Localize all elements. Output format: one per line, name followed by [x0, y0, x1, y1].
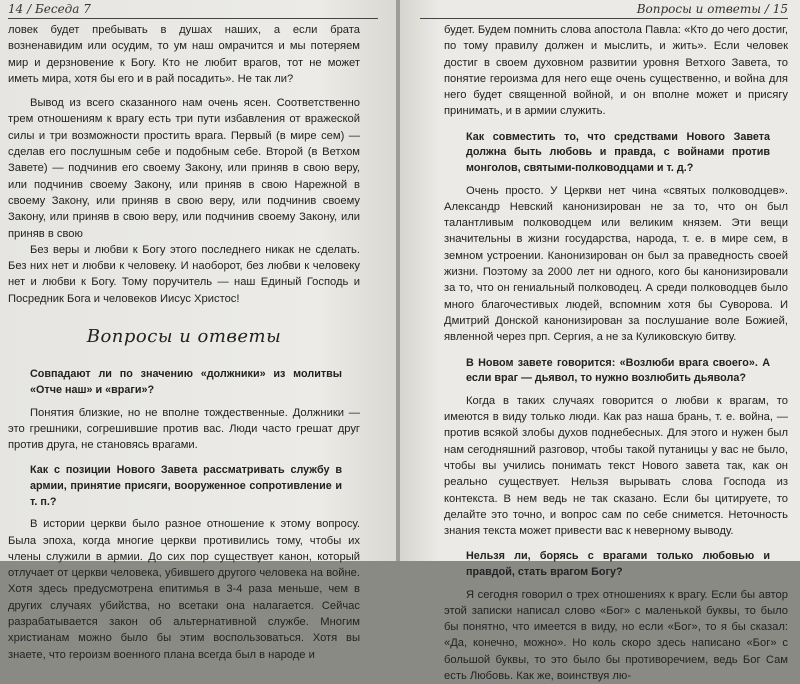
right-page	[400, 0, 800, 683]
section-title: Вопросы и ответы	[86, 326, 282, 348]
question-heading: Как с позиции Нового Завета рассматривать службу в армии, принятие присяги, вооруженное сопротивление и т. п.?	[30, 464, 342, 508]
paragraph: Вывод из всего сказанного нам очень ясен. Соответственно трем отношениям к врагу есть три пути избавления от вражеской силы и три возможности простить врага. Первый (в мире сем) — сделав его послушным себе и подобным себе. Второй (в Ветхом Завете) — подчинив его своему Закону, или приняв в свою веру, или подчинив своему Закону, или приняв в свою Нарежной в своему Закону, или приняв в свою веру, или подчинив своему Закону, или приняв в свою веру, или подчинив своему Закону, или приняв в свою	[8, 97, 360, 240]
answer-paragraph: Я сегодня говорил о трех отношениях к врагу. Если бы автор этой записки написал слово «Бог» с маленькой буквы, то было бы понятно, что имеется в виду, но если «Бог», то я бы сказал: «Да, конечно, можно». Но коль скоро здесь написано «Бог» с большой буквы, то это было бы противоречием, ведь Бог Сам есть Любовь. Как же, воинствуя лю-	[444, 588, 788, 683]
left-head-rule	[8, 18, 378, 19]
left-page-content	[8, 22, 360, 663]
answer-paragraph: Понятия близкие, но не вполне тождественные. Должники — это грешники, согрешившие против вас. Люди часто грешат друг против друга, не становясь врагами.	[8, 406, 360, 452]
answer-paragraph: В истории церкви было разное отношение к этому вопросу. Была эпоха, когда многие церкви противились тому, чтобы их члены служили в армии. До сих пор существует канон, который отлучает от церкви человека, убившего другого человека на войне. Хотя здесь предусмотрена епитимья в 3-4 раза меньше, чем в других случаях убийства, но всетаки она налагается. Сейчас разрабатывается закон об альтернативной службе. Многим христианам можно было бы этим воспользоваться. Хотя вы знаете, что героизм военного плана всегда был в народе и	[8, 518, 360, 661]
question-heading: В Новом завете говорится: «Возлюби врага своего». А если враг — дьявол, то нужно возлюбить дьявола?	[466, 356, 770, 385]
left-running-head: 14 / Беседа 7	[8, 2, 91, 16]
right-page-content	[444, 22, 788, 684]
question-heading: Совпадают ли по значению «должники» из молитвы «Отче наш» и «враги»?	[30, 368, 342, 396]
answer-paragraph: Когда в таких случаях говорится о любви к врагам, то имеются в виду только люди. Как раз наша брань, т. е. война, — против всякой злобы духов поднебесных. Для этого и нужен был нам сегодняшний разговор, чтобы такой путаницы у вас не было, чтобы вы учились понимать текст Нового завета так, как он реально существует. Нельзя вырывать слова Господа из контекста. В нем ведь не так сказано. Если бы цитируете, то делайте это точно, и вопрос сам по себе снимется. Неточность знания текста может привести вас к неверному выводу.	[444, 394, 788, 538]
right-head-rule	[420, 18, 788, 19]
left-page	[0, 0, 397, 661]
answer-paragraph: Очень просто. У Церкви нет чина «святых полководцев». Александр Невский канонизирован не за то, что он был талантливым полководцем или великим князем. Эти вещи значительны в жизни государства, народа, т. е. в мире сем, в земном устроении. Канонизирован он был за праведность своей жизни. Поэтому за 2000 лет ни одного, кого бы канонизировали за то, что он гениальный полководец. А среди полководцев было много благочестивых людей, вспомним хотя бы Суворова. И Дмитрий Донской канонизирован за послушание воле Божией, явленной через прп. Сергия, а не за Куликовскую битву.	[444, 184, 788, 344]
paragraph: будет. Будем помнить слова апостола Павла: «Кто до чего достиг, по тому правилу должен и мыслить, и жить». Если человек достиг в своем духовном развитии уровня Ветхого Завета, то понятие героизма для него еще очень существенно, и война для него будет священной войной, и он вполне может и присягу принимать, и в армии служить.	[444, 24, 788, 118]
paragraph: ловек будет пребывать в душах наших, а если брата возненавидим или осудим, то ум наш омрачится и мы потеряем мир и дерзновение к Богу. Кто не любит врагов, тот не может иметь мира, хотя бы его и в рай посадить». Не так ли?	[8, 24, 360, 85]
paragraph: Без веры и любви к Богу этого последнего никак не сделать. Без них нет и любви к человеку. И наоборот, без любви к человеку нет и любви к Богу. Тому поручитель — наш Единый Господь и Посредник Бога и человеков Иисус Христос!	[8, 243, 360, 305]
question-heading: Как совместить то, что средствами Нового Завета должна быть любовь и правда, с войнами против монголов, святыми-полководцами и т. д.?	[466, 130, 770, 174]
right-running-head: Вопросы и ответы / 15	[636, 2, 788, 16]
question-heading: Нельзя ли, борясь с врагами только любовью и правдой, стать врагом Богу?	[466, 550, 770, 578]
